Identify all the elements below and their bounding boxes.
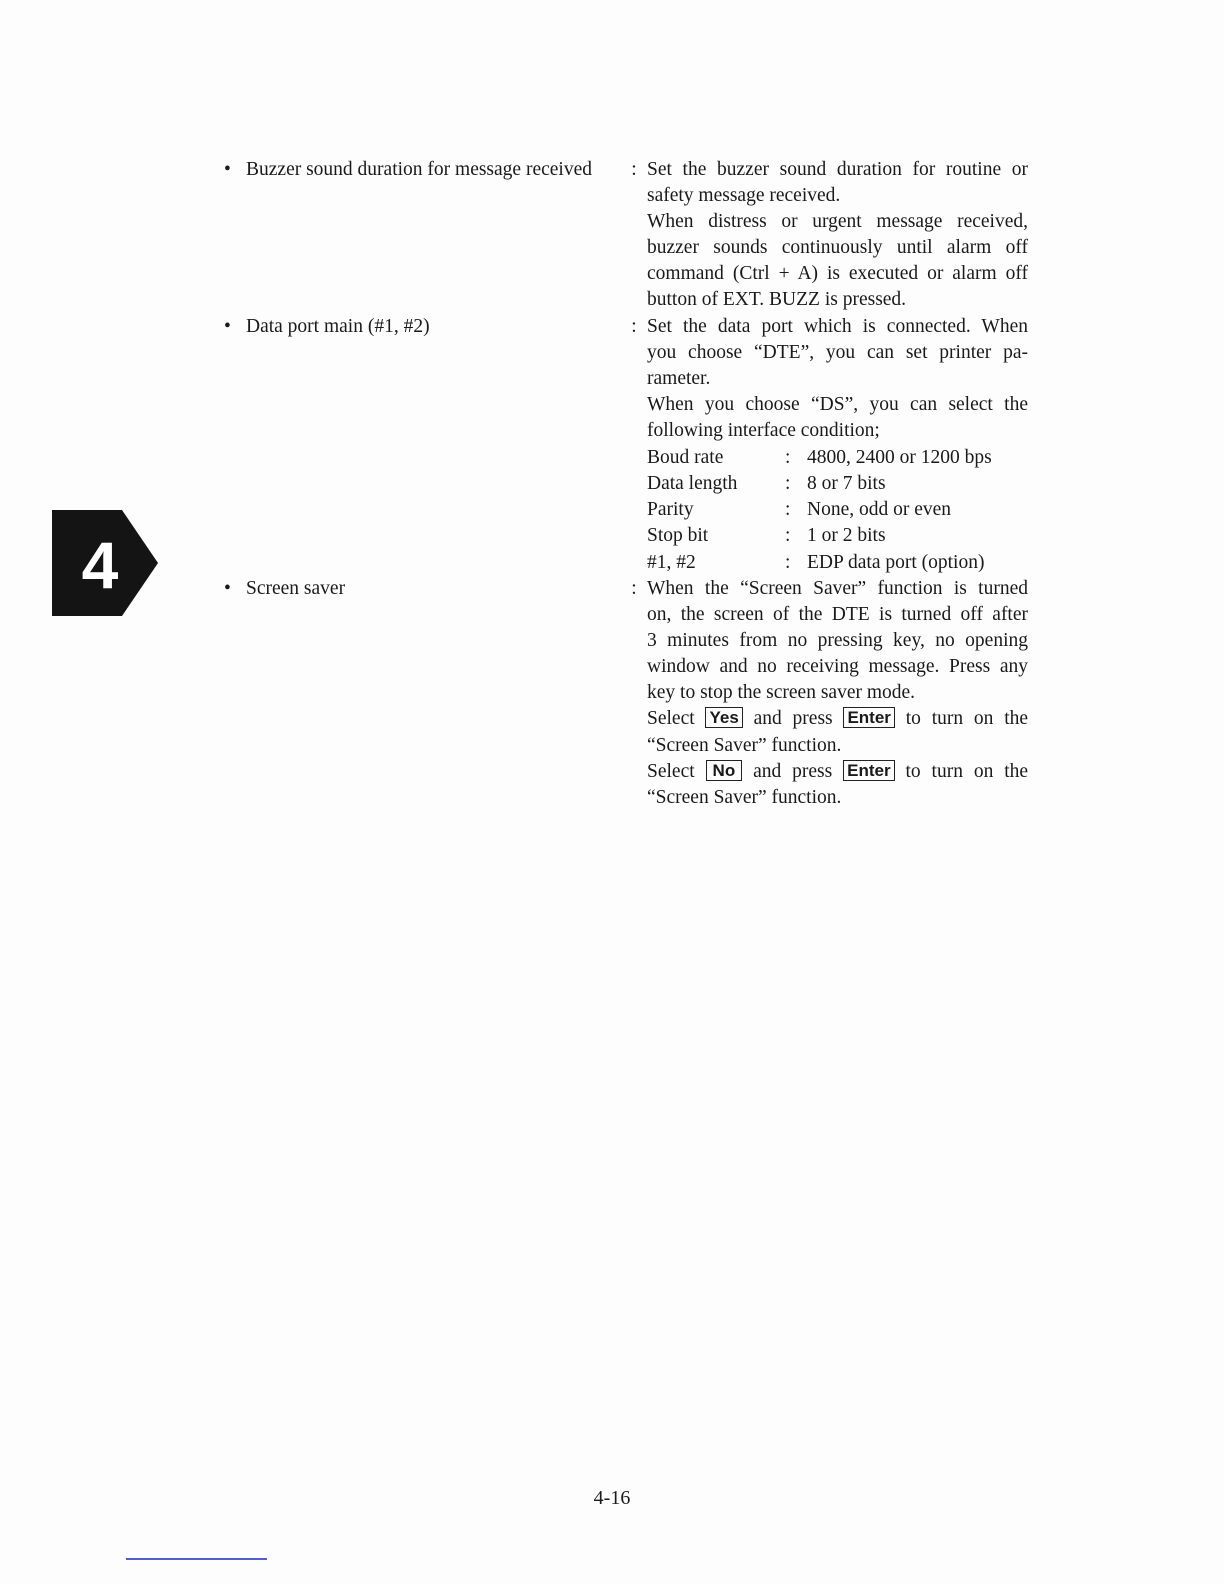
desc-line: “Screen Saver” function. (647, 734, 842, 756)
desc-text: to turn on the (905, 708, 1029, 730)
item-label-screen-saver (224, 576, 345, 602)
desc-line: command (Ctrl + A) is executed or alarm off (647, 263, 1028, 285)
interface-params (647, 444, 1028, 575)
param-row (647, 523, 1028, 549)
yes-key: Yes (705, 707, 742, 728)
chapter-number: 4 (81, 528, 119, 602)
param-name: Parity (647, 499, 694, 521)
param-value: 1 or 2 bits (807, 525, 886, 547)
desc-text: Select (647, 708, 695, 730)
chapter-tab (52, 510, 158, 616)
item-description-screen-saver (647, 576, 1028, 811)
desc-line: button of EXT. BUZZ is pressed. (647, 289, 907, 311)
select-no-line (647, 759, 1028, 785)
no-key: No (706, 760, 743, 781)
param-value: 8 or 7 bits (807, 472, 886, 494)
page-number: 4-16 (593, 1487, 631, 1509)
separator-colon: : (631, 578, 637, 599)
desc-line: rameter. (647, 368, 711, 390)
param-row (647, 444, 1028, 470)
desc-text: Select (647, 760, 695, 782)
desc-line: 3 minutes from no pressing key, no opening (647, 630, 1028, 652)
separator-colon: : (631, 159, 637, 180)
label-text: Screen saver (246, 578, 346, 599)
select-yes-line (647, 706, 1028, 732)
desc-line: buzzer sounds continuously until alarm off (647, 237, 1028, 259)
desc-line: When you choose “DS”, you can select the (647, 394, 1028, 416)
item-description-data-port (647, 314, 1028, 576)
separator-colon: : (631, 316, 637, 337)
param-sep: : (785, 551, 791, 573)
param-sep: : (785, 525, 791, 547)
desc-line: you choose “DTE”, you can set printer pa- (647, 342, 1028, 364)
desc-text: and press (753, 708, 833, 730)
desc-line: When distress or urgent message received, (647, 211, 1028, 233)
footer-rule (126, 1558, 267, 1560)
param-sep: : (785, 499, 791, 521)
param-name: Data length (647, 472, 738, 494)
bullet-icon: • (224, 578, 231, 599)
desc-line: safety message received. (647, 185, 841, 207)
desc-line: When the “Screen Saver” function is turned (647, 578, 1028, 599)
item-description-buzzer (647, 157, 1028, 314)
desc-line: Set the data port which is connected. When (647, 316, 1028, 337)
item-label-buzzer (224, 157, 592, 183)
bullet-icon: • (224, 159, 231, 180)
param-name: #1, #2 (647, 551, 696, 573)
enter-key: Enter (843, 707, 894, 728)
desc-text: to turn on the (905, 760, 1029, 782)
bullet-icon: • (224, 316, 231, 337)
param-sep: : (785, 446, 791, 468)
desc-line: “Screen Saver” function. (647, 786, 842, 808)
param-name: Boud rate (647, 446, 724, 468)
desc-text: and press (753, 760, 833, 782)
param-value: 4800, 2400 or 1200 bps (807, 446, 992, 468)
param-row (647, 497, 1028, 523)
param-name: Stop bit (647, 525, 709, 547)
desc-line: Set the buzzer sound duration for routine or (647, 159, 1028, 180)
label-text: Buzzer sound duration for message received (246, 159, 592, 180)
param-value: None, odd or even (807, 499, 952, 521)
param-value: EDP data port (option) (807, 551, 985, 573)
enter-key: Enter (843, 760, 894, 781)
param-row (647, 471, 1028, 497)
chapter-tab-shape (52, 510, 158, 616)
desc-line: key to stop the screen saver mode. (647, 682, 916, 704)
desc-line: on, the screen of the DTE is turned off after (647, 604, 1028, 626)
desc-line: following interface condition; (647, 420, 880, 442)
label-text: Data port main (#1, #2) (246, 316, 430, 337)
desc-line: window and no receiving message. Press any (647, 656, 1028, 678)
item-label-data-port (224, 314, 430, 340)
param-sep: : (785, 472, 791, 494)
param-row (647, 550, 1028, 576)
